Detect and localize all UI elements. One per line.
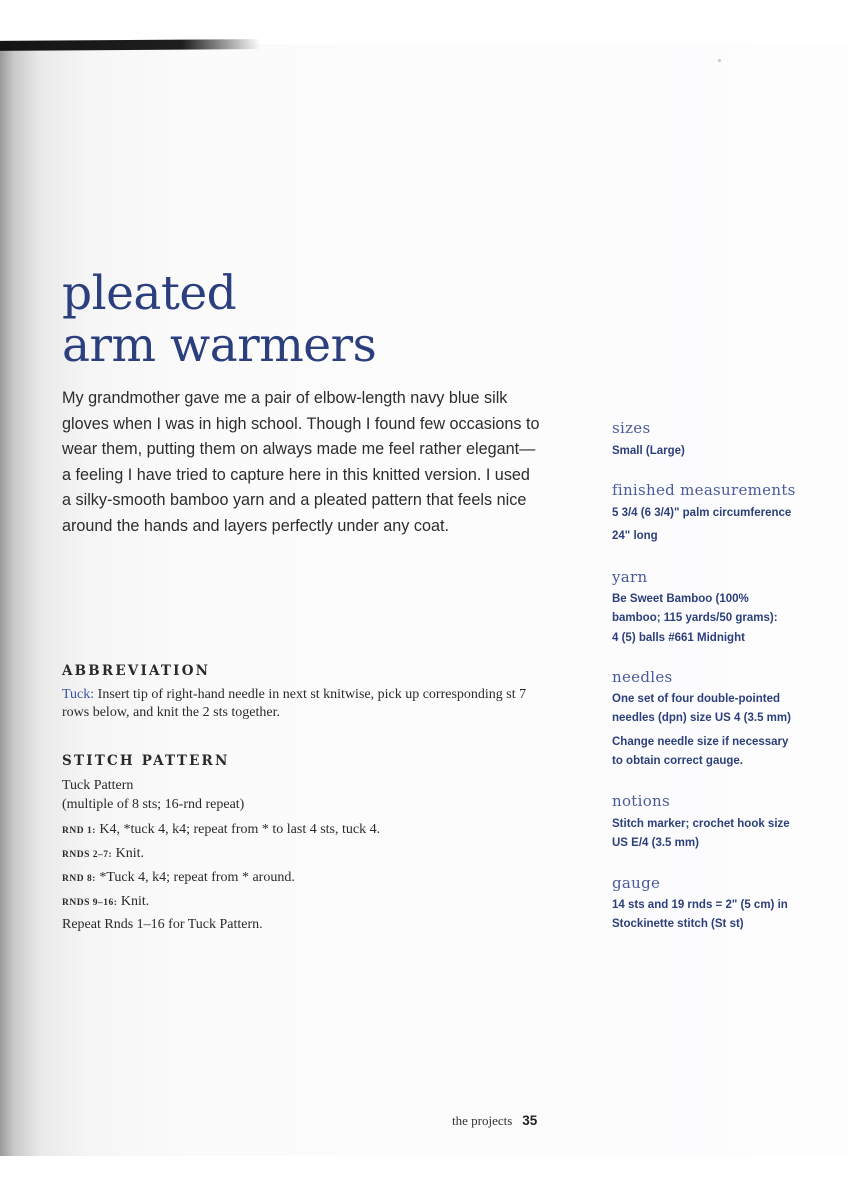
round-label: RND 8: [62, 874, 96, 884]
finished-measurements-heading: finished measurements [612, 481, 796, 499]
abbreviation-term: Tuck: [62, 687, 95, 702]
yarn-line: Be Sweet Bamboo (100% [612, 593, 749, 605]
gauge-heading: gauge [612, 874, 661, 892]
yarn-line: bamboo; 115 yards/50 grams): [612, 612, 778, 625]
yarn-text [612, 590, 827, 648]
pattern-round-8 [62, 870, 295, 886]
intro-paragraph: My grandmother gave me a pair of elbow-length navy blue silk gloves when I was in high school. Though I found few occasions to wear them, putting them on always made me feel rather elegant—a feeling I have tried to capture here in this knitted version. I used a silky-smooth bamboo yarn and a pleated pattern that feels nice around the hands and layers perfectly under any coat. [62, 389, 540, 535]
round-label: RND 1: [62, 826, 96, 836]
needles-line: One set of four double-pointed [612, 693, 781, 705]
stitch-pattern-name: Tuck Pattern [62, 778, 134, 793]
page-title [62, 268, 376, 372]
measurement-line: 24" long [612, 530, 658, 543]
yarn-line: 4 (5) balls #661 Midnight [612, 631, 745, 644]
pattern-rounds-9-16 [62, 894, 149, 910]
notions-text [612, 815, 827, 854]
round-label: RNDS 2–7: [62, 850, 113, 860]
title-line-2: arm warmers [62, 318, 377, 373]
sizes-heading: sizes [612, 419, 651, 437]
notions-heading: notions [612, 792, 671, 810]
page-number: 35 [522, 1113, 538, 1128]
round-label: RNDS 9–16: [62, 898, 118, 908]
needles-line: Change needle size if necessary [612, 735, 789, 748]
round-text: K4, *tuck 4, k4; repeat from * to last 4 sts, tuck 4. [95, 822, 381, 837]
needles-text [612, 690, 827, 772]
notions-line: US E/4 (3.5 mm) [612, 837, 699, 850]
needles-heading: needles [612, 668, 673, 686]
pattern-repeat-note: Repeat Rnds 1–16 for Tuck Pattern. [62, 917, 263, 932]
scan-edge-shadow [0, 39, 260, 51]
gauge-text [612, 896, 827, 935]
title-line-1: pleated [62, 266, 237, 321]
notions-line: Stitch marker; crochet hook size [612, 818, 790, 830]
stitch-pattern-multiple: (multiple of 8 sts; 16-rnd repeat) [62, 797, 245, 812]
round-text: Knit. [112, 846, 145, 861]
finished-measurements-text [612, 504, 827, 547]
needles-line: to obtain correct gauge. [612, 755, 743, 768]
pattern-round-1 [62, 822, 380, 838]
round-text: Knit. [117, 894, 150, 909]
gauge-line: 14 sts and 19 rnds = 2" (5 cm) in [612, 899, 788, 911]
stitch-pattern-heading: STITCH PATTERN [62, 753, 230, 769]
gauge-line: Stockinette stitch (St st) [612, 918, 744, 931]
abbreviation-heading: ABBREVIATION [62, 663, 211, 679]
scan-speck [718, 59, 721, 62]
abbreviation-text [62, 686, 532, 722]
measurement-line: 5 3/4 (6 3/4)" palm circumference [612, 507, 792, 519]
needles-line: needles (dpn) size US 4 (3.5 mm) [612, 712, 791, 725]
section-name: the projects [452, 1113, 513, 1128]
yarn-heading: yarn [612, 568, 648, 586]
page-footer [452, 1110, 537, 1129]
sizes-text: Small (Large) [612, 445, 685, 457]
abbreviation-definition: Insert tip of right-hand needle in next st knitwise, pick up corresponding st 7 rows below, and knit the 2 sts together. [62, 687, 527, 720]
pattern-rounds-2-7 [62, 846, 144, 862]
round-text: *Tuck 4, k4; repeat from * around. [95, 870, 295, 885]
